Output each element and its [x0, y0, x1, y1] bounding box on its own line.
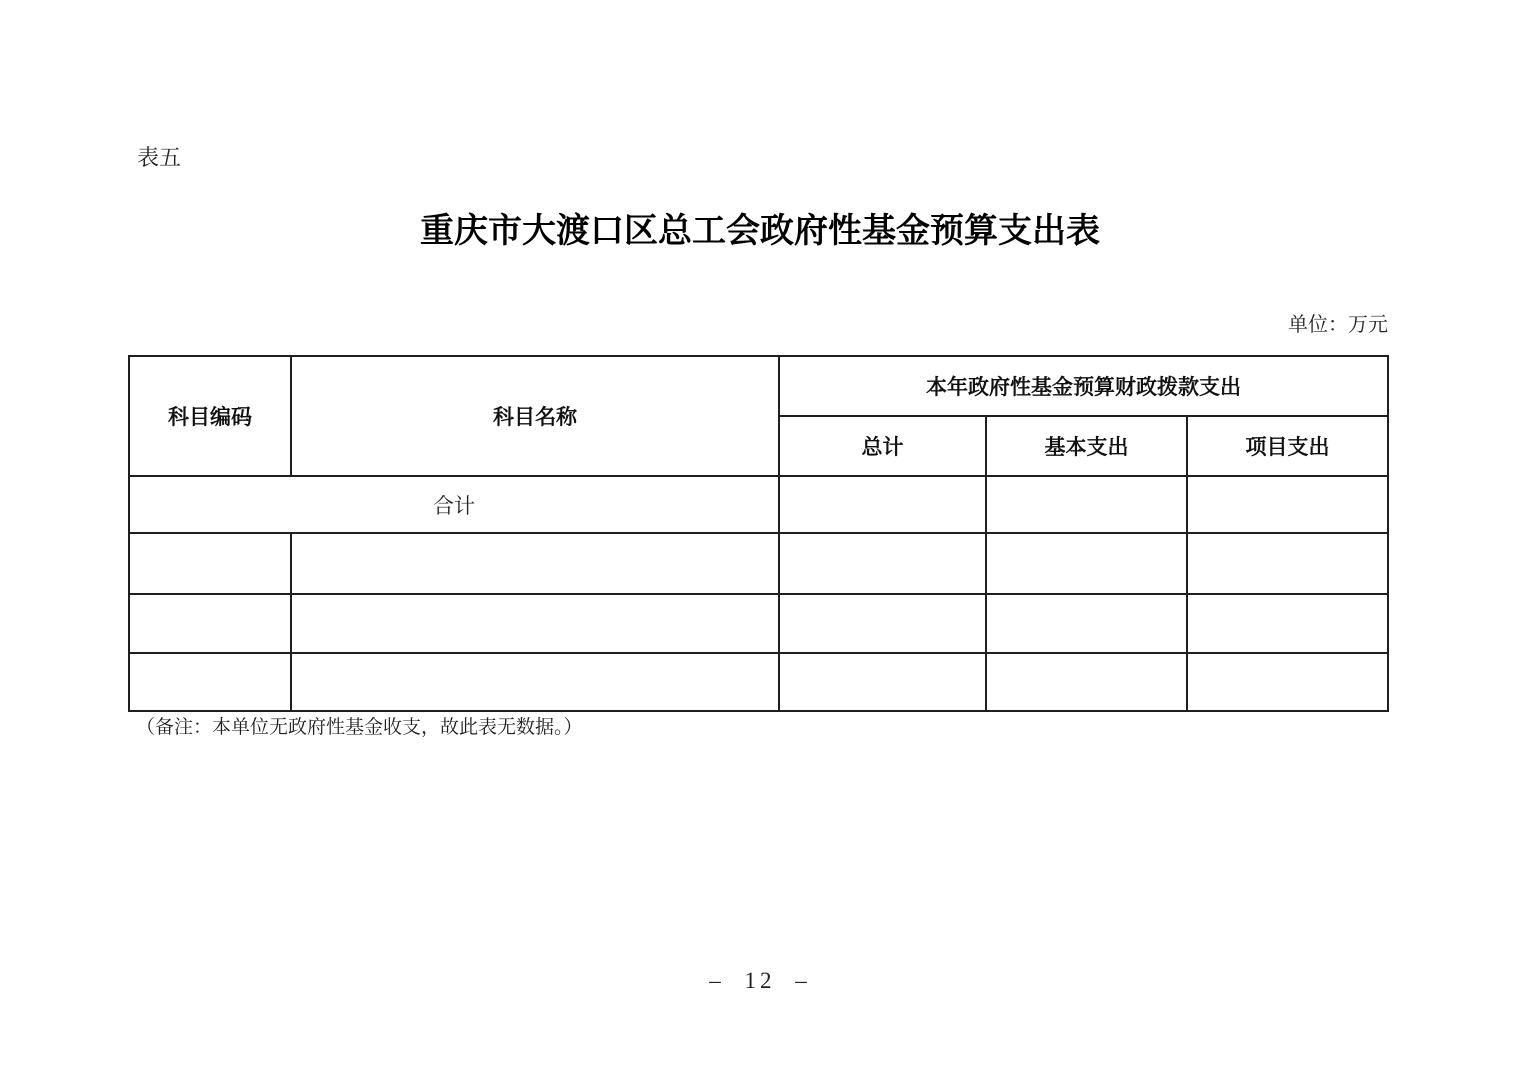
table-row	[129, 594, 1388, 653]
cell-total	[779, 533, 986, 594]
cell-subject-name	[291, 653, 779, 711]
budget-table	[128, 355, 1389, 712]
cell-basic	[986, 594, 1187, 653]
cell-subject-name	[291, 594, 779, 653]
header-subject-name: 科目名称	[291, 356, 779, 476]
cell-subject-code	[129, 594, 291, 653]
page-title: 重庆市大渡口区总工会政府性基金预算支出表	[420, 213, 1100, 250]
cell-project	[1187, 653, 1388, 711]
table-row	[129, 653, 1388, 711]
header-subject-code: 科目编码	[129, 356, 291, 476]
total-row	[129, 476, 1388, 533]
header-basic-expenditure: 基本支出	[986, 416, 1187, 476]
footnote: （备注：本单位无政府性基金收支，故此表无数据。）	[136, 717, 583, 738]
cell-basic	[986, 533, 1187, 594]
cell-project	[1187, 533, 1388, 594]
unit-label: 单位：万元	[1288, 314, 1388, 336]
cell-project	[1187, 594, 1388, 653]
cell-subject-code	[129, 653, 291, 711]
total-row-total-cell	[779, 476, 986, 533]
header-project-expenditure: 项目支出	[1187, 416, 1388, 476]
header-group-fund-expenditure: 本年政府性基金预算财政拨款支出	[779, 356, 1388, 416]
total-row-project-cell	[1187, 476, 1388, 533]
table-row	[129, 533, 1388, 594]
cell-basic	[986, 653, 1187, 711]
header-total: 总计	[779, 416, 986, 476]
cell-subject-name	[291, 533, 779, 594]
page-number: – 12 –	[709, 968, 811, 993]
total-row-basic-cell	[986, 476, 1187, 533]
table-header-row-1	[129, 356, 1388, 416]
sheet-label: 表五	[137, 145, 182, 170]
total-row-label: 合计	[129, 476, 779, 533]
cell-subject-code	[129, 533, 291, 594]
cell-total	[779, 653, 986, 711]
cell-total	[779, 594, 986, 653]
